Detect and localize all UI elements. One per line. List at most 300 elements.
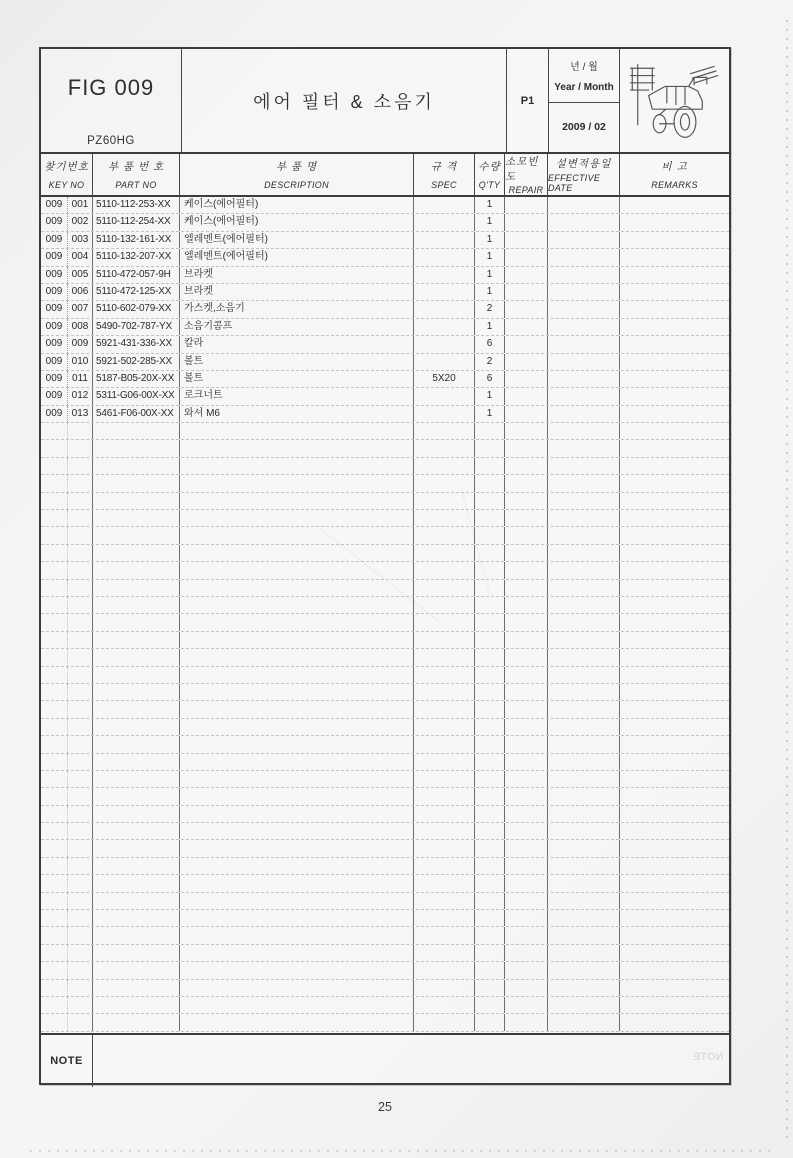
table-row xyxy=(41,614,729,631)
cell-key-no xyxy=(68,632,93,648)
cell-part-no xyxy=(93,458,180,474)
cell-description xyxy=(180,893,414,909)
cell-qty xyxy=(475,527,505,543)
cell-part-no: 5110-472-125-XX xyxy=(93,284,180,300)
cell-spec xyxy=(414,336,475,352)
cell-description xyxy=(180,1014,414,1030)
table-row xyxy=(41,527,729,544)
column-header-ko: 비 고 xyxy=(661,161,688,174)
cell-description: 볼트 xyxy=(180,371,414,387)
cell-spec xyxy=(414,719,475,735)
cell-effective-date xyxy=(548,771,620,787)
cell-remarks xyxy=(620,475,729,491)
cell-key-no: 002 xyxy=(68,214,93,230)
cell-effective-date xyxy=(548,580,620,596)
table-row xyxy=(41,736,729,753)
cell-qty xyxy=(475,632,505,648)
table-row xyxy=(41,545,729,562)
cell-repair xyxy=(505,197,548,213)
column-header-en: Q'TY xyxy=(478,179,501,190)
cell-part-no xyxy=(93,632,180,648)
cell-effective-date xyxy=(548,788,620,804)
cell-effective-date xyxy=(548,806,620,822)
cell-spec xyxy=(414,232,475,248)
cell-description: 엘레멘트(에어필터) xyxy=(180,249,414,265)
cell-key-no xyxy=(68,580,93,596)
cell-effective-date xyxy=(548,754,620,770)
parts-table xyxy=(39,47,731,1085)
cell-effective-date xyxy=(548,388,620,404)
cell-fig-no xyxy=(41,719,68,735)
cell-spec: 5X20 xyxy=(414,371,475,387)
cell-key-no xyxy=(68,806,93,822)
cell-effective-date xyxy=(548,440,620,456)
cell-fig-no xyxy=(41,458,68,474)
cell-remarks xyxy=(620,754,729,770)
cell-remarks xyxy=(620,980,729,996)
column-header-ko: 소모빈도 xyxy=(505,156,539,184)
cell-key-no xyxy=(68,701,93,717)
column-header-en: EFFECTIVE DATE xyxy=(548,173,601,193)
cell-part-no xyxy=(93,1014,180,1030)
cell-repair xyxy=(505,475,548,491)
cell-effective-date xyxy=(548,858,620,874)
cell-part-no xyxy=(93,649,180,665)
cell-part-no xyxy=(93,562,180,578)
table-row xyxy=(41,354,729,371)
column-header-description xyxy=(180,154,414,195)
cell-fig-no xyxy=(41,823,68,839)
cell-effective-date xyxy=(548,458,620,474)
cell-effective-date xyxy=(548,927,620,943)
cell-spec xyxy=(414,667,475,683)
cell-spec xyxy=(414,406,475,422)
cell-spec xyxy=(414,840,475,856)
cell-remarks xyxy=(620,423,729,439)
cell-spec xyxy=(414,858,475,874)
cell-repair xyxy=(505,962,548,978)
bleed-through-note-ghost: NOTE xyxy=(693,1051,724,1063)
column-header-remarks xyxy=(620,154,729,195)
table-row xyxy=(41,562,729,579)
cell-qty xyxy=(475,475,505,491)
cell-fig-no xyxy=(41,527,68,543)
cell-description xyxy=(180,945,414,961)
cell-qty xyxy=(475,562,505,578)
cell-remarks xyxy=(620,893,729,909)
cell-repair xyxy=(505,214,548,230)
cell-key-no xyxy=(68,980,93,996)
cell-qty xyxy=(475,597,505,613)
table-row xyxy=(41,754,729,771)
table-row xyxy=(41,249,729,266)
cell-repair xyxy=(505,840,548,856)
cell-key-no xyxy=(68,562,93,578)
title-band xyxy=(41,49,729,154)
cell-description xyxy=(180,788,414,804)
cell-repair xyxy=(505,684,548,700)
cell-repair xyxy=(505,910,548,926)
cell-part-no xyxy=(93,510,180,526)
cell-spec xyxy=(414,388,475,404)
cell-qty xyxy=(475,910,505,926)
machine-illustration-cell xyxy=(620,49,729,152)
cell-key-no xyxy=(68,684,93,700)
cell-description xyxy=(180,875,414,891)
cell-remarks xyxy=(620,371,729,387)
cell-description xyxy=(180,597,414,613)
cell-part-no xyxy=(93,597,180,613)
cell-repair xyxy=(505,423,548,439)
cell-repair xyxy=(505,806,548,822)
page-code: P1 xyxy=(520,94,535,107)
table-row xyxy=(41,945,729,962)
cell-spec xyxy=(414,214,475,230)
cell-key-no xyxy=(68,858,93,874)
cell-description xyxy=(180,510,414,526)
table-row xyxy=(41,597,729,614)
cell-description xyxy=(180,701,414,717)
cell-spec xyxy=(414,301,475,317)
cell-key-no xyxy=(68,423,93,439)
cell-effective-date xyxy=(548,249,620,265)
cell-description xyxy=(180,754,414,770)
cell-remarks xyxy=(620,301,729,317)
cell-description xyxy=(180,771,414,787)
cell-key-no xyxy=(68,493,93,509)
cell-qty xyxy=(475,927,505,943)
cell-qty xyxy=(475,980,505,996)
cell-part-no xyxy=(93,771,180,787)
cell-fig-no: 009 xyxy=(41,388,68,404)
cell-part-no: 5490-702-787-YX xyxy=(93,319,180,335)
cell-fig-no xyxy=(41,649,68,665)
cell-fig-no xyxy=(41,597,68,613)
cell-effective-date xyxy=(548,371,620,387)
cell-repair xyxy=(505,458,548,474)
cell-qty xyxy=(475,510,505,526)
table-row xyxy=(41,510,729,527)
table-row xyxy=(41,771,729,788)
cell-key-no xyxy=(68,945,93,961)
cell-effective-date xyxy=(548,823,620,839)
table-row xyxy=(41,719,729,736)
cell-qty: 1 xyxy=(475,284,505,300)
figure-number: FIG 009 xyxy=(67,75,155,100)
cell-spec xyxy=(414,249,475,265)
column-header-effective-date xyxy=(548,154,620,195)
table-row xyxy=(41,336,729,353)
note-content-area xyxy=(93,1035,729,1087)
cell-fig-no: 009 xyxy=(41,214,68,230)
cell-description xyxy=(180,632,414,648)
cell-spec xyxy=(414,440,475,456)
cell-effective-date xyxy=(548,840,620,856)
cell-fig-no: 009 xyxy=(41,301,68,317)
cell-qty xyxy=(475,423,505,439)
cell-fig-no: 009 xyxy=(41,336,68,352)
cell-fig-no: 009 xyxy=(41,249,68,265)
cell-key-no xyxy=(68,614,93,630)
cell-qty: 2 xyxy=(475,301,505,317)
cell-qty xyxy=(475,684,505,700)
cell-qty xyxy=(475,1014,505,1030)
cell-repair xyxy=(505,510,548,526)
cell-qty: 1 xyxy=(475,214,505,230)
cell-effective-date xyxy=(548,301,620,317)
figure-title-cell xyxy=(182,49,507,152)
cell-spec xyxy=(414,754,475,770)
cell-repair xyxy=(505,945,548,961)
cell-spec xyxy=(414,684,475,700)
cell-key-no: 004 xyxy=(68,249,93,265)
cell-qty xyxy=(475,649,505,665)
cell-fig-no xyxy=(41,510,68,526)
cell-spec xyxy=(414,632,475,648)
cell-qty: 1 xyxy=(475,388,505,404)
cell-effective-date xyxy=(548,597,620,613)
cell-repair xyxy=(505,354,548,370)
cell-remarks xyxy=(620,719,729,735)
cell-effective-date xyxy=(548,545,620,561)
cell-repair xyxy=(505,632,548,648)
cell-repair xyxy=(505,719,548,735)
column-header-ko: 설변적용일 xyxy=(555,158,612,170)
table-row xyxy=(41,649,729,666)
cell-key-no xyxy=(68,823,93,839)
cell-description: 브라켓 xyxy=(180,267,414,283)
cell-description xyxy=(180,562,414,578)
table-row xyxy=(41,493,729,510)
cell-repair xyxy=(505,493,548,509)
cell-effective-date xyxy=(548,267,620,283)
table-row xyxy=(41,267,729,284)
cell-repair xyxy=(505,701,548,717)
cell-key-no: 009 xyxy=(68,336,93,352)
cell-spec xyxy=(414,458,475,474)
cell-fig-no xyxy=(41,788,68,804)
cell-spec xyxy=(414,1014,475,1030)
cell-fig-no: 009 xyxy=(41,319,68,335)
year-month-cell xyxy=(549,49,620,152)
cell-repair xyxy=(505,319,548,335)
cell-key-no xyxy=(68,475,93,491)
cell-key-no xyxy=(68,719,93,735)
cell-description xyxy=(180,719,414,735)
cell-description: 볼트 xyxy=(180,354,414,370)
cell-spec xyxy=(414,284,475,300)
cell-remarks xyxy=(620,562,729,578)
cell-key-no xyxy=(68,893,93,909)
cell-effective-date xyxy=(548,945,620,961)
cell-fig-no: 009 xyxy=(41,267,68,283)
cell-qty xyxy=(475,614,505,630)
cell-part-no: 5311-G06-00X-XX xyxy=(93,388,180,404)
cell-qty xyxy=(475,840,505,856)
cell-description: 가스켓,소음기 xyxy=(180,301,414,317)
cell-spec xyxy=(414,980,475,996)
cell-qty xyxy=(475,754,505,770)
table-row xyxy=(41,806,729,823)
cell-part-no xyxy=(93,545,180,561)
table-row xyxy=(41,667,729,684)
cell-spec xyxy=(414,823,475,839)
perforation-dots-bottom xyxy=(30,1150,770,1152)
table-row xyxy=(41,632,729,649)
cell-effective-date xyxy=(548,336,620,352)
cell-spec xyxy=(414,771,475,787)
cell-fig-no xyxy=(41,614,68,630)
cell-fig-no xyxy=(41,562,68,578)
cell-remarks xyxy=(620,806,729,822)
cell-repair xyxy=(505,580,548,596)
page-number: 25 xyxy=(378,1100,392,1114)
cell-description: 소음기콤프 xyxy=(180,319,414,335)
column-header-partno xyxy=(93,154,180,195)
cell-spec xyxy=(414,510,475,526)
cell-qty: 1 xyxy=(475,249,505,265)
cell-remarks xyxy=(620,510,729,526)
cell-part-no xyxy=(93,754,180,770)
cell-key-no xyxy=(68,875,93,891)
cell-remarks xyxy=(620,840,729,856)
cell-part-no xyxy=(93,840,180,856)
column-header-ko: 찾기번호 xyxy=(44,161,89,174)
cell-qty: 1 xyxy=(475,267,505,283)
year-month-value: 2009 / 02 xyxy=(549,102,619,152)
cell-qty xyxy=(475,580,505,596)
cell-key-no xyxy=(68,736,93,752)
cell-key-no: 011 xyxy=(68,371,93,387)
cell-repair xyxy=(505,406,548,422)
cell-description xyxy=(180,858,414,874)
cell-fig-no xyxy=(41,701,68,717)
cell-description xyxy=(180,927,414,943)
cell-spec xyxy=(414,475,475,491)
cell-key-no xyxy=(68,527,93,543)
cell-remarks xyxy=(620,701,729,717)
cell-remarks xyxy=(620,458,729,474)
cell-description xyxy=(180,493,414,509)
cell-repair xyxy=(505,858,548,874)
cell-spec xyxy=(414,736,475,752)
cell-spec xyxy=(414,545,475,561)
cell-repair xyxy=(505,267,548,283)
cell-spec xyxy=(414,910,475,926)
cell-remarks xyxy=(620,249,729,265)
cell-fig-no xyxy=(41,493,68,509)
column-header-ko: 부 품 번 호 xyxy=(107,161,165,174)
cell-remarks xyxy=(620,875,729,891)
cell-part-no xyxy=(93,788,180,804)
cell-key-no xyxy=(68,997,93,1013)
cell-remarks xyxy=(620,927,729,943)
rice-transplanter-icon xyxy=(625,57,725,145)
cell-effective-date xyxy=(548,719,620,735)
table-row xyxy=(41,406,729,423)
cell-key-no: 006 xyxy=(68,284,93,300)
cell-part-no: 5921-431-336-XX xyxy=(93,336,180,352)
cell-key-no xyxy=(68,910,93,926)
table-row xyxy=(41,301,729,318)
cell-repair xyxy=(505,371,548,387)
column-header-keyno xyxy=(41,154,93,195)
cell-qty xyxy=(475,875,505,891)
column-header-en: DESCRIPTION xyxy=(264,179,329,190)
cell-spec xyxy=(414,962,475,978)
parts-rows xyxy=(41,197,729,1033)
cell-part-no xyxy=(93,719,180,735)
cell-effective-date xyxy=(548,232,620,248)
cell-part-no: 5461-F06-00X-XX xyxy=(93,406,180,422)
cell-part-no xyxy=(93,893,180,909)
cell-key-no xyxy=(68,545,93,561)
cell-key-no xyxy=(68,667,93,683)
cell-spec xyxy=(414,197,475,213)
cell-part-no xyxy=(93,962,180,978)
year-month-labels xyxy=(549,49,619,102)
cell-description xyxy=(180,840,414,856)
column-header-ko: 수량 xyxy=(478,161,501,174)
cell-qty: 1 xyxy=(475,197,505,213)
cell-spec xyxy=(414,875,475,891)
table-row xyxy=(41,197,729,214)
cell-qty xyxy=(475,945,505,961)
cell-description xyxy=(180,614,414,630)
cell-fig-no xyxy=(41,840,68,856)
cell-description xyxy=(180,458,414,474)
cell-fig-no xyxy=(41,423,68,439)
cell-effective-date xyxy=(548,893,620,909)
cell-key-no xyxy=(68,440,93,456)
cell-part-no xyxy=(93,614,180,630)
cell-qty xyxy=(475,997,505,1013)
cell-fig-no xyxy=(41,771,68,787)
column-header-repair xyxy=(505,154,548,195)
cell-effective-date xyxy=(548,527,620,543)
cell-qty xyxy=(475,458,505,474)
cell-qty xyxy=(475,719,505,735)
column-header-en: REMARKS xyxy=(651,179,698,190)
cell-remarks xyxy=(620,214,729,230)
cell-remarks xyxy=(620,649,729,665)
cell-qty xyxy=(475,736,505,752)
cell-part-no xyxy=(93,440,180,456)
cell-remarks xyxy=(620,771,729,787)
cell-fig-no: 009 xyxy=(41,371,68,387)
cell-part-no: 5921-502-285-XX xyxy=(93,354,180,370)
cell-repair xyxy=(505,823,548,839)
figure-title: 에어 필터 & 소음기 xyxy=(253,91,435,112)
cell-remarks xyxy=(620,336,729,352)
cell-repair xyxy=(505,597,548,613)
cell-remarks xyxy=(620,354,729,370)
cell-part-no xyxy=(93,701,180,717)
cell-remarks xyxy=(620,597,729,613)
cell-key-no xyxy=(68,754,93,770)
cell-remarks xyxy=(620,632,729,648)
cell-remarks xyxy=(620,614,729,630)
cell-effective-date xyxy=(548,406,620,422)
cell-part-no xyxy=(93,875,180,891)
cell-effective-date xyxy=(548,736,620,752)
cell-qty xyxy=(475,771,505,787)
cell-key-no xyxy=(68,927,93,943)
cell-qty: 6 xyxy=(475,336,505,352)
cell-part-no: 5110-472-057-9H xyxy=(93,267,180,283)
cell-part-no xyxy=(93,527,180,543)
note-row xyxy=(41,1033,729,1087)
